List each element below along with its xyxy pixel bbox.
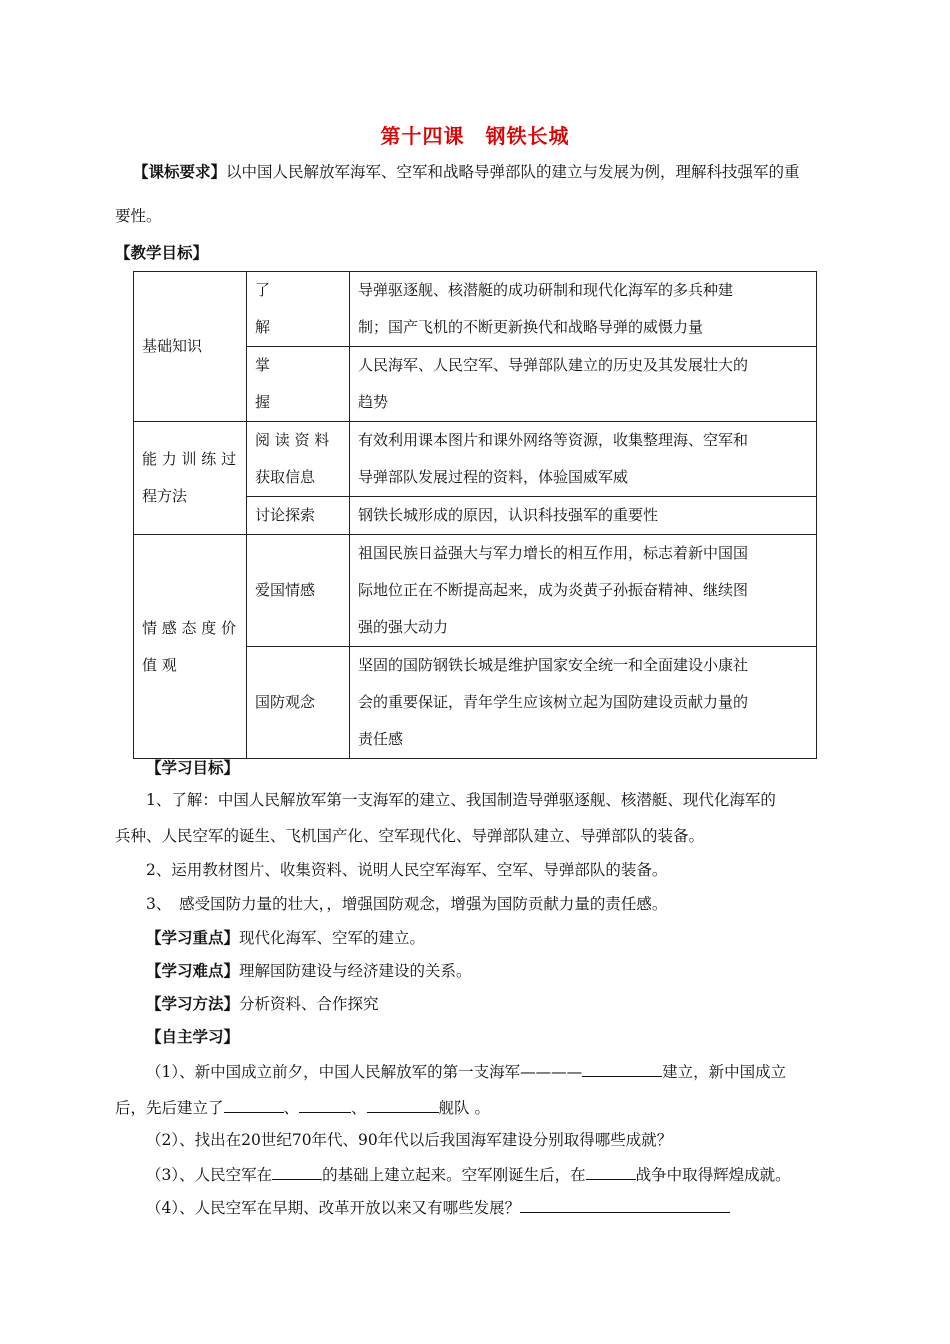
read-text-cell: 有效利用课本图片和课外网络等资源，收集整理海、空军和 导弹部队发展过程的资料，体验国威军威 bbox=[350, 422, 817, 497]
emotion-cell: 情 感 态 度 价 值 观 bbox=[134, 535, 247, 759]
question-1-sep: 、 bbox=[351, 1099, 367, 1117]
curriculum-label: 【课标要求】 bbox=[133, 162, 227, 181]
read-cell: 阅 读 资 料 获取信息 bbox=[247, 422, 350, 497]
focus-label: 【学习重点】 bbox=[146, 928, 240, 947]
question-1-text-f: 舰队 。 bbox=[438, 1099, 490, 1117]
learning-goal-1a: 1、了解：中国人民解放军第一支海军的建立、我国制造导弹驱逐舰、核潜艇、现代化海军的 bbox=[146, 791, 776, 809]
question-1-line-2 bbox=[115, 1096, 490, 1118]
table-row bbox=[134, 535, 817, 647]
ability-cell: 能 力 训 练 过 程方法 bbox=[134, 422, 247, 535]
question-2: （2）、找出在20世纪70年代、90年代以后我国海军建设分别取得哪些成就？ bbox=[146, 1131, 673, 1149]
know-cell: 了 解 bbox=[247, 272, 350, 347]
teaching-goals-table bbox=[133, 271, 817, 759]
defense-text-cell: 坚固的国防钢铁长城是维护国家安全统一和全面建设小康社 会的重要保证，青年学生应该树立起为国防建设贡献力量的 责任感 bbox=[350, 647, 817, 759]
curriculum-line-1 bbox=[133, 162, 800, 182]
table-row bbox=[134, 422, 817, 497]
question-1-line-1 bbox=[146, 1060, 786, 1082]
question-1-text-b: 建立，新中国成立 bbox=[662, 1063, 787, 1081]
basic-knowledge-cell: 基础知识 bbox=[134, 272, 247, 422]
answer-blank[interactable] bbox=[224, 1096, 284, 1113]
question-3-text-c: 战争中取得辉煌成就。 bbox=[635, 1166, 791, 1184]
method-line bbox=[146, 994, 379, 1014]
master-text-cell: 人民海军、人民空军、导弹部队建立的历史及其发展壮大的 趋势 bbox=[350, 347, 817, 422]
curriculum-text: 以中国人民解放军海军、空军和战略导弹部队的建立与发展为例，理解科技强军的重 bbox=[226, 163, 800, 181]
answer-blank[interactable] bbox=[520, 1196, 730, 1213]
teaching-goals-heading: 【教学目标】 bbox=[115, 243, 209, 262]
question-1-text-c: 后，先后建立了 bbox=[115, 1099, 224, 1117]
question-3-text-b: 的基础上建立起来。空军刚诞生后，在 bbox=[322, 1166, 586, 1184]
learning-goal-2: 2、运用教材图片、收集资料、说明人民空军海军、空军、导弹部队的装备。 bbox=[146, 861, 668, 879]
answer-blank[interactable] bbox=[582, 1060, 662, 1077]
know-text-cell: 导弹驱逐舰、核潜艇的成功研制和现代化海军的多兵种建 制；国产飞机的不断更新换代和战略导弹的威慑力量 bbox=[350, 272, 817, 347]
question-4-text: （4）、人民空军在早期、改革开放以来又有哪些发展？ bbox=[146, 1199, 521, 1217]
question-3-text-a: （3）、人民空军在 bbox=[146, 1166, 273, 1184]
difficulty-label: 【学习难点】 bbox=[146, 961, 240, 980]
discuss-cell: 讨论探索 bbox=[247, 497, 350, 535]
table-row bbox=[134, 272, 817, 347]
discuss-text-cell: 钢铁长城形成的原因，认识科技强军的重要性 bbox=[350, 497, 817, 535]
focus-text: 现代化海军、空军的建立。 bbox=[239, 929, 426, 947]
answer-blank[interactable] bbox=[299, 1096, 351, 1113]
answer-blank[interactable] bbox=[586, 1163, 636, 1180]
answer-blank[interactable] bbox=[367, 1096, 439, 1113]
difficulty-line bbox=[146, 961, 472, 981]
method-text: 分析资料、合作探究 bbox=[239, 995, 379, 1013]
master-cell: 掌 握 bbox=[247, 347, 350, 422]
defense-cell: 国防观念 bbox=[247, 647, 350, 759]
question-1-sep: 、 bbox=[283, 1099, 300, 1117]
question-3 bbox=[146, 1163, 791, 1185]
difficulty-text: 理解国防建设与经济建设的关系。 bbox=[239, 962, 472, 980]
learning-goal-3: 3、 感受国防力量的壮大，，增强国防观念，增强为国防贡献力量的责任感。 bbox=[146, 895, 668, 913]
learning-goal-1b: 兵种、人民空军的诞生、飞机国产化、空军现代化、导弹部队建立、导弹部队的装备。 bbox=[115, 827, 705, 845]
patriot-text-cell: 祖国民族日益强大与军力增长的相互作用，标志着新中国国 际地位正在不断提高起来，成为炎黄子孙振奋精神、继续图 强的强大动力 bbox=[350, 535, 817, 647]
question-1-text-a: （1）、新中国成立前夕，中国人民解放军的第一支海军———— bbox=[146, 1063, 583, 1081]
focus-line bbox=[146, 928, 425, 948]
self-study-heading: 【自主学习】 bbox=[146, 1027, 240, 1046]
question-4 bbox=[146, 1196, 730, 1218]
method-label: 【学习方法】 bbox=[146, 994, 240, 1013]
learning-goals-heading: 【学习目标】 bbox=[146, 758, 240, 777]
curriculum-line-2: 要性。 bbox=[115, 207, 162, 225]
patriot-cell: 爱国情感 bbox=[247, 535, 350, 647]
answer-blank[interactable] bbox=[272, 1163, 322, 1180]
page-title: 第十四课 钢铁长城 bbox=[380, 124, 570, 148]
